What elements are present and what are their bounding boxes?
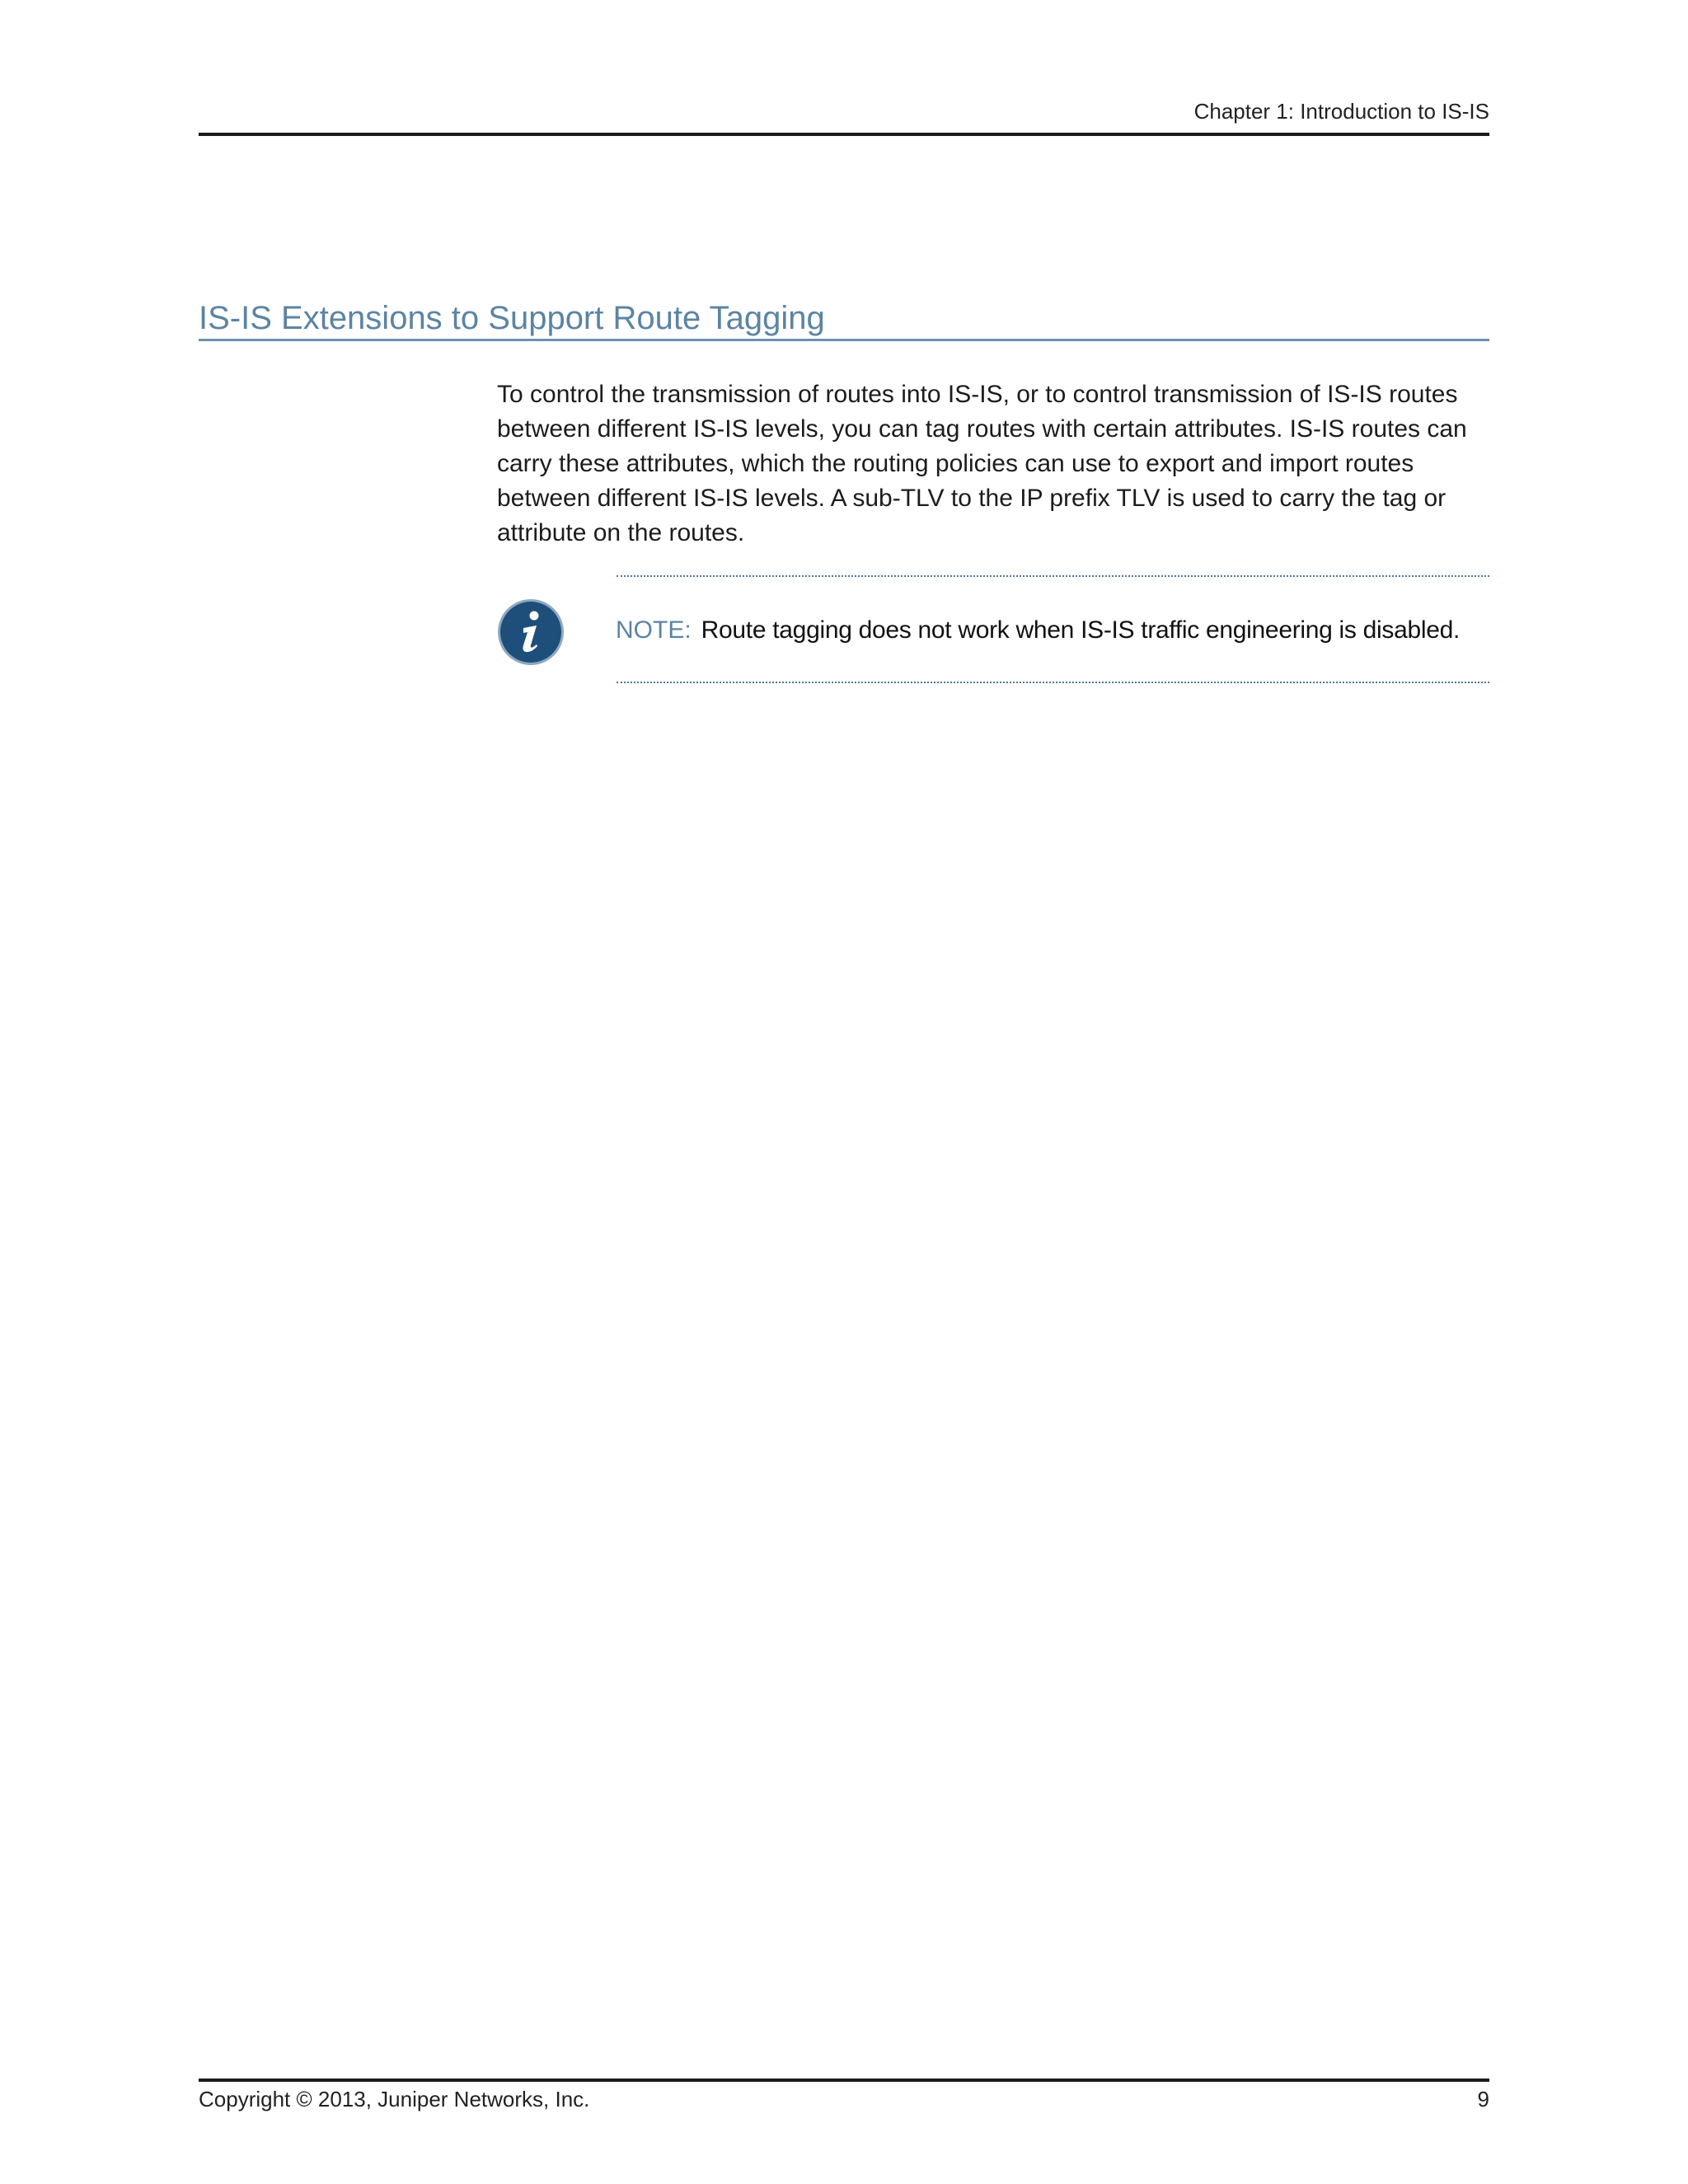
note-label: NOTE:	[616, 616, 692, 644]
note-text: Route tagging does not work when IS-IS traffic engineering is disabled.	[701, 616, 1461, 644]
body-paragraph: To control the transmission of routes into IS-IS, or to control transmission of IS-IS routes between different IS-IS levels, you can tag routes with certain attributes. IS-IS routes can carry these attributes, which the routing policies can use to export and import routes between different IS-IS levels. A sub-TLV to the IP prefix TLV is used to carry the tag or attribute on the routes.	[497, 381, 1467, 546]
footer-rule	[199, 2079, 1489, 2082]
section-title: IS-IS Extensions to Support Route Tagging	[199, 300, 825, 336]
header-rule	[199, 133, 1489, 136]
running-header: Chapter 1: Introduction to IS-IS	[1193, 99, 1489, 124]
page-number: 9	[1477, 2087, 1489, 2111]
note-bottom-rule	[617, 682, 1489, 683]
footer-copyright: Copyright © 2013, Juniper Networks, Inc.	[199, 2087, 590, 2111]
info-icon	[496, 598, 565, 667]
note-top-rule	[617, 575, 1489, 577]
section-rule	[199, 339, 1489, 341]
note-line	[616, 614, 1498, 647]
